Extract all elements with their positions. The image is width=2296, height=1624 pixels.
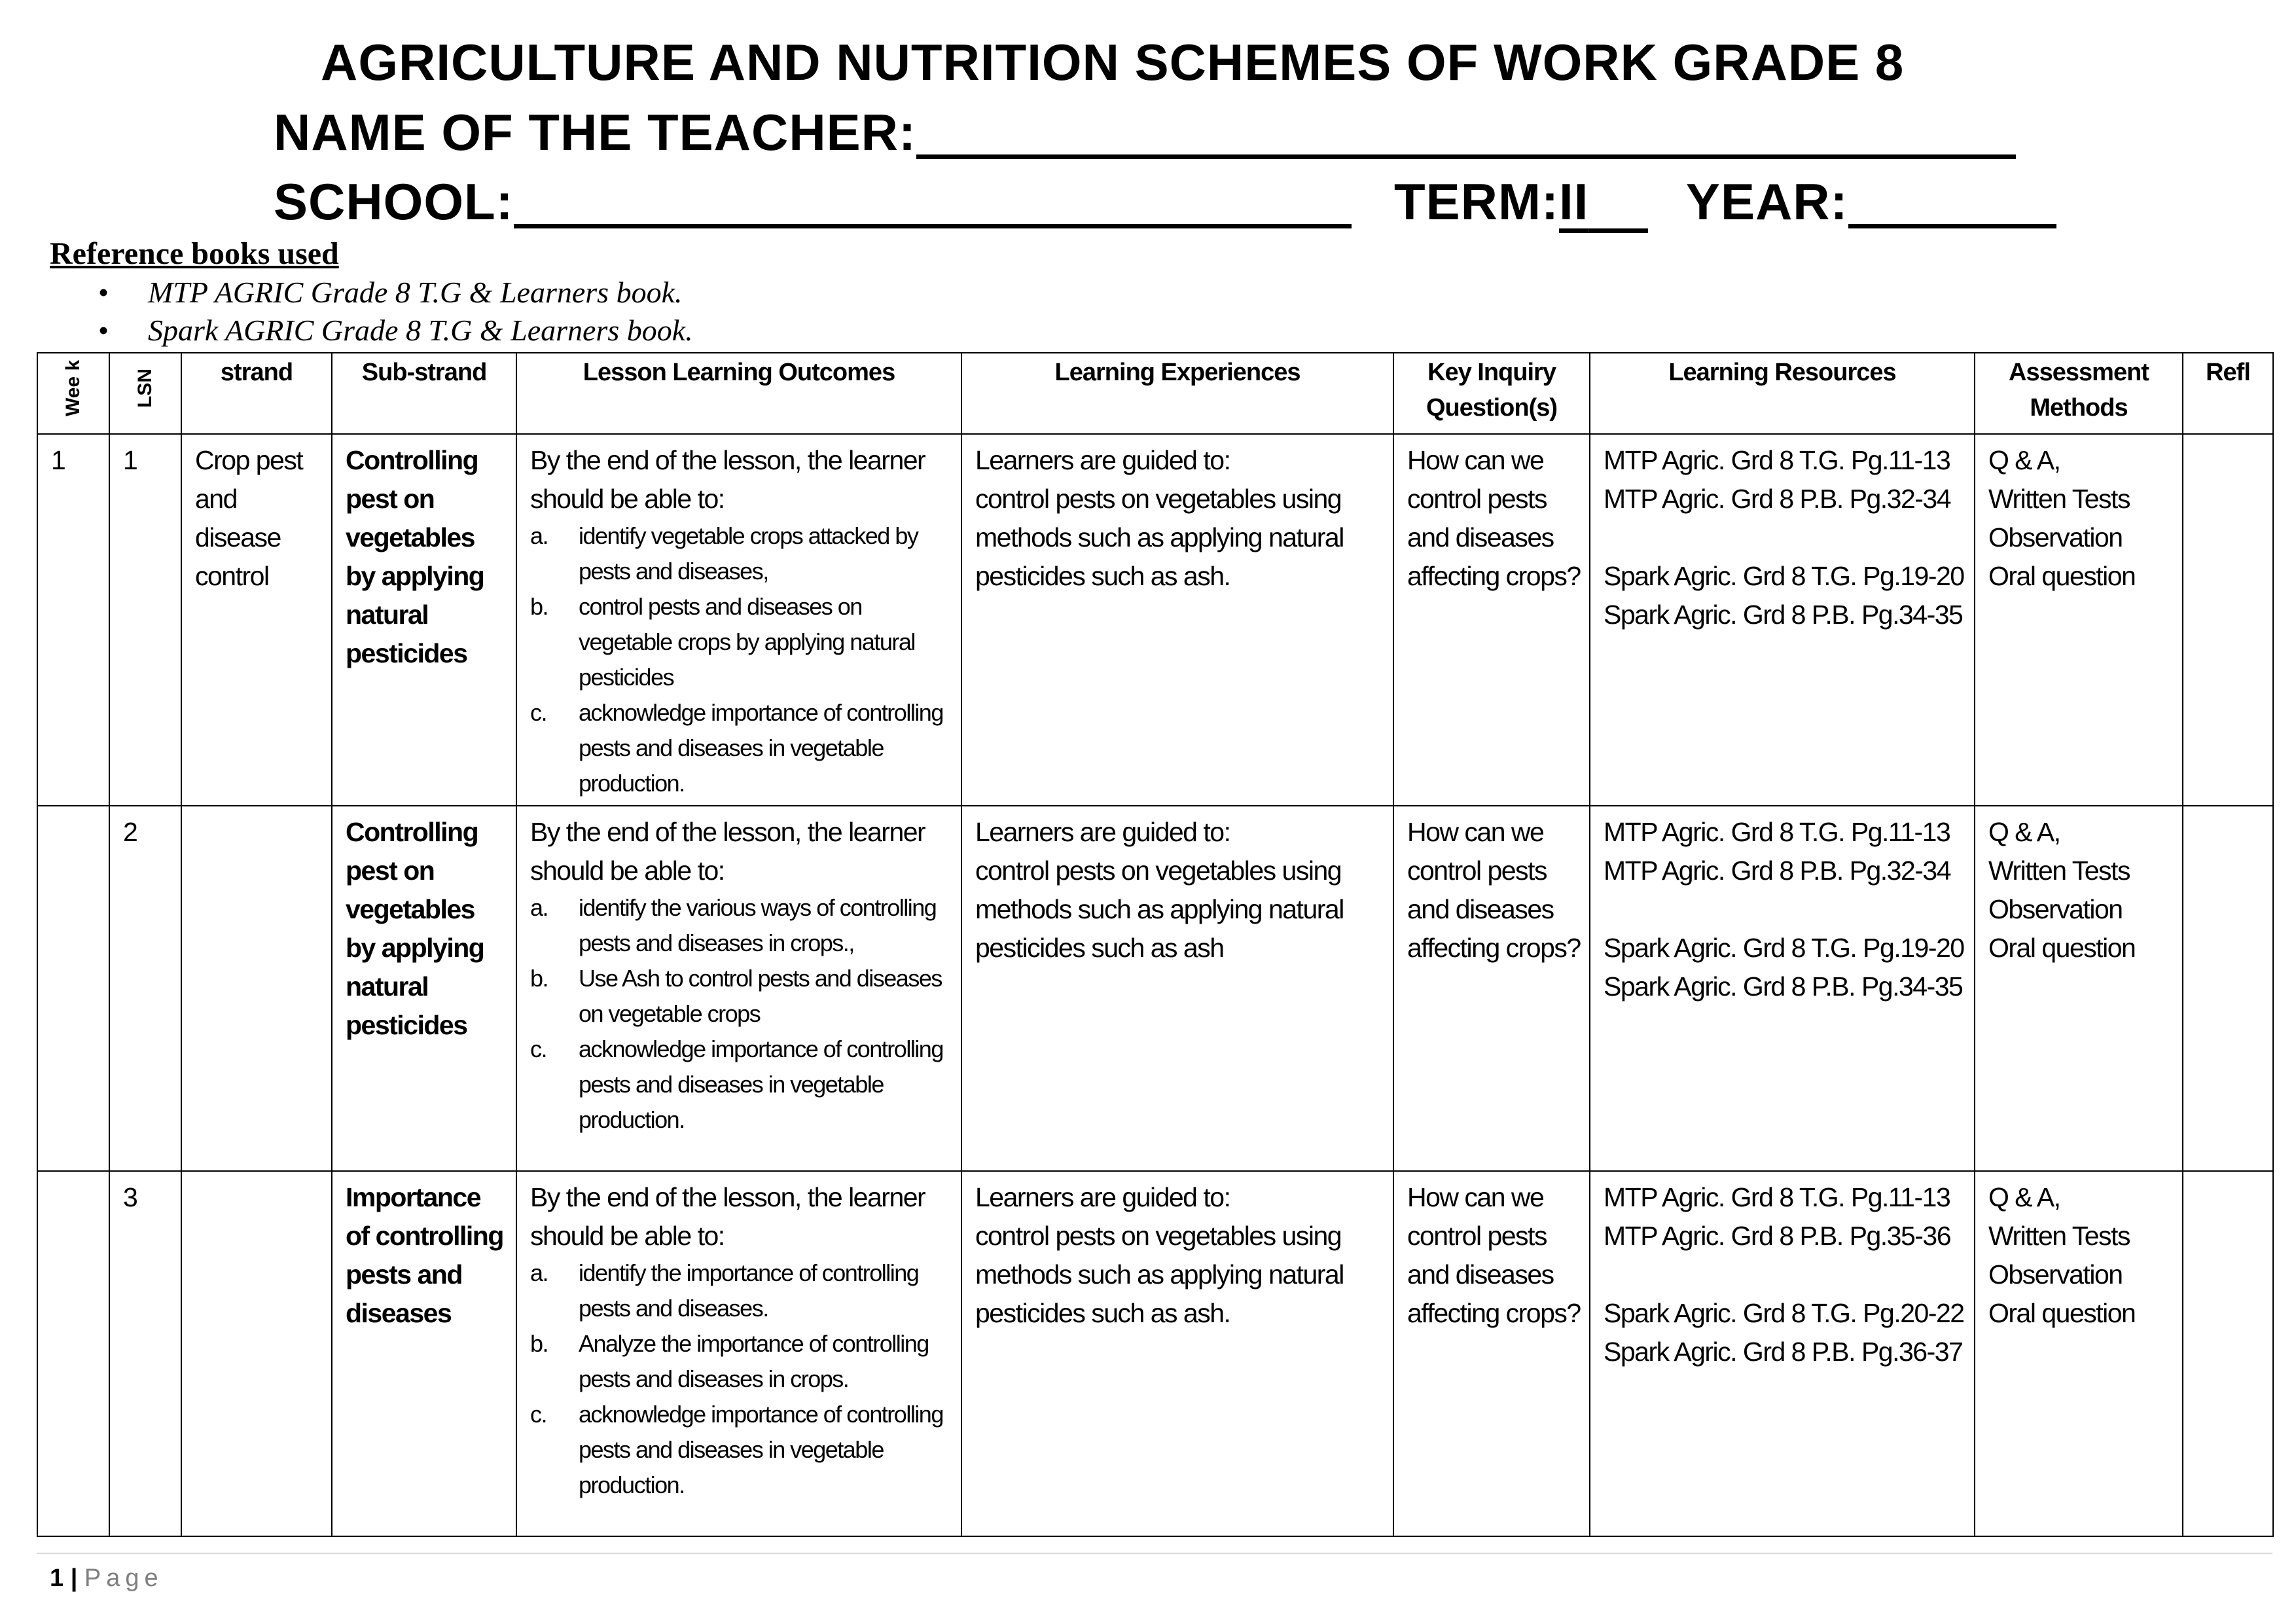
school-term-year-line xyxy=(274,169,2056,234)
assessment-cell: Q & A, Written Tests Observation Oral question xyxy=(1975,806,2183,1171)
term-label: TERM: xyxy=(1394,173,1559,230)
col-header-resources: Learning Resources xyxy=(1590,353,1975,434)
list-item: • Spark AGRIC Grade 8 T.G & Learners book. xyxy=(98,312,693,350)
sub-strand-cell: Controlling pest on vegetables by applying natural pesticides xyxy=(332,434,516,806)
list-item: b. control pests and diseases on vegetable crops by applying natural pesticides xyxy=(530,593,915,691)
school-name-field[interactable] xyxy=(514,174,1352,228)
list-item: • MTP AGRIC Grade 8 T.G & Learners book. xyxy=(98,274,693,312)
list-item: c. acknowledge importance of controlling pests and diseases in vegetable production. xyxy=(530,1401,943,1498)
outcomes-cell xyxy=(516,434,961,806)
list-item: a. identify vegetable crops attacked by pests and diseases, xyxy=(530,522,918,585)
strand-cell xyxy=(181,1171,332,1536)
list-item: c. acknowledge importance of controlling pests and diseases in vegetable production. xyxy=(530,1036,943,1133)
page-label: Page xyxy=(84,1564,164,1592)
table-row xyxy=(37,1171,2273,1536)
teacher-name-field[interactable] xyxy=(916,105,2016,159)
table-row xyxy=(37,434,2273,806)
list-item: b. Use Ash to control pests and diseases on vegetable crops xyxy=(530,965,942,1027)
col-header-strand: strand xyxy=(181,353,332,434)
bullet-icon: • xyxy=(98,314,109,347)
inquiry-cell: How can we control pests and diseases affecting crops? xyxy=(1393,1171,1590,1536)
experiences-cell: Learners are guided to: control pests on vegetables using methods such as applying natural pesticides such as ash. xyxy=(961,434,1393,806)
scheme-of-work-table xyxy=(37,352,2274,1537)
school-label: SCHOOL: xyxy=(274,173,514,230)
lsn-cell: 1 xyxy=(109,434,181,806)
reference-books-list xyxy=(98,274,693,350)
footer-separator: | xyxy=(70,1564,78,1592)
page-number: 1 xyxy=(50,1564,64,1592)
resources-cell: MTP Agric. Grd 8 T.G. Pg.11-13 MTP Agric. Grd 8 P.B. Pg.35-36 Spark Agric. Grd 8 T.G. Pg.20-22 Spark Agric. Grd 8 P.B. Pg.36-37 xyxy=(1590,1171,1975,1536)
table-row xyxy=(37,806,2273,1171)
list-item: c. acknowledge importance of controlling pests and diseases in vegetable production. xyxy=(530,699,943,797)
reflection-cell[interactable] xyxy=(2183,434,2273,806)
col-header-lsn: LSN xyxy=(109,353,181,434)
year-label: YEAR: xyxy=(1685,173,1848,230)
outcomes-list xyxy=(530,518,953,801)
outcomes-cell xyxy=(516,806,961,1171)
assessment-cell: Q & A, Written Tests Observation Oral question xyxy=(1975,1171,2183,1536)
col-header-sub-strand: Sub-strand xyxy=(332,353,516,434)
inquiry-cell: How can we control pests and diseases affecting crops? xyxy=(1393,434,1590,806)
list-item: a. identify the various ways of controlling pests and diseases in crops., xyxy=(530,894,937,956)
col-header-outcomes: Lesson Learning Outcomes xyxy=(516,353,961,434)
lsn-cell: 2 xyxy=(109,806,181,1171)
week-cell xyxy=(37,806,109,1171)
week-cell xyxy=(37,1171,109,1536)
inquiry-cell: How can we control pests and diseases affecting crops? xyxy=(1393,806,1590,1171)
strand-cell: Crop pest and disease control xyxy=(181,434,332,806)
assessment-cell: Q & A, Written Tests Observation Oral question xyxy=(1975,434,2183,806)
list-item: b. Analyze the importance of controlling pests and diseases in crops. xyxy=(530,1330,929,1392)
outcomes-intro: By the end of the lesson, the learner should be able to: xyxy=(530,817,925,886)
outcomes-list xyxy=(530,890,953,1138)
term-value: II xyxy=(1558,173,1589,230)
col-header-inquiry: Key Inquiry Question(s) xyxy=(1393,353,1590,434)
experiences-cell: Learners are guided to: control pests on vegetables using methods such as applying natural pesticides such as ash xyxy=(961,806,1393,1171)
footer-divider xyxy=(37,1553,2272,1554)
col-header-reflection: Refl xyxy=(2183,353,2273,434)
outcomes-intro: By the end of the lesson, the learner should be able to: xyxy=(530,1182,925,1251)
document-title: AGRICULTURE AND NUTRITION SCHEMES OF WORK GRADE 8 xyxy=(321,33,1905,91)
resources-cell: MTP Agric. Grd 8 T.G. Pg.11-13 MTP Agric. Grd 8 P.B. Pg.32-34 Spark Agric. Grd 8 T.G. Pg.19-20 Spark Agric. Grd 8 P.B. Pg.34-35 xyxy=(1590,434,1975,806)
reflection-cell[interactable] xyxy=(2183,806,2273,1171)
col-header-week: Wee k xyxy=(37,353,109,434)
teacher-label: NAME OF THE TEACHER: xyxy=(274,103,916,161)
experiences-cell: Learners are guided to: control pests on vegetables using methods such as applying natural pesticides such as ash. xyxy=(961,1171,1393,1536)
resources-cell: MTP Agric. Grd 8 T.G. Pg.11-13 MTP Agric. Grd 8 P.B. Pg.32-34 Spark Agric. Grd 8 T.G. Pg.19-20 Spark Agric. Grd 8 P.B. Pg.34-35 xyxy=(1590,806,1975,1171)
strand-cell xyxy=(181,806,332,1171)
outcomes-cell xyxy=(516,1171,961,1536)
list-item: a. identify the importance of controlling pests and diseases. xyxy=(530,1259,919,1322)
page-footer xyxy=(50,1560,164,1597)
teacher-name-line xyxy=(274,99,2016,165)
sub-strand-cell: Controlling pest on vegetables by applying natural pesticides xyxy=(332,806,516,1171)
outcomes-intro: By the end of the lesson, the learner should be able to: xyxy=(530,445,925,514)
week-cell: 1 xyxy=(37,434,109,806)
reflection-cell[interactable] xyxy=(2183,1171,2273,1536)
outcomes-list xyxy=(530,1255,953,1503)
sub-strand-cell: Importance of controlling pests and diseases xyxy=(332,1171,516,1536)
table-header-row xyxy=(37,353,2273,434)
col-header-experiences: Learning Experiences xyxy=(961,353,1393,434)
lsn-cell: 3 xyxy=(109,1171,181,1536)
bullet-icon: • xyxy=(98,276,109,309)
reference-books-heading: Reference books used xyxy=(50,236,339,271)
col-header-assessment: Assessment Methods xyxy=(1975,353,2183,434)
year-field[interactable] xyxy=(1848,174,2056,228)
